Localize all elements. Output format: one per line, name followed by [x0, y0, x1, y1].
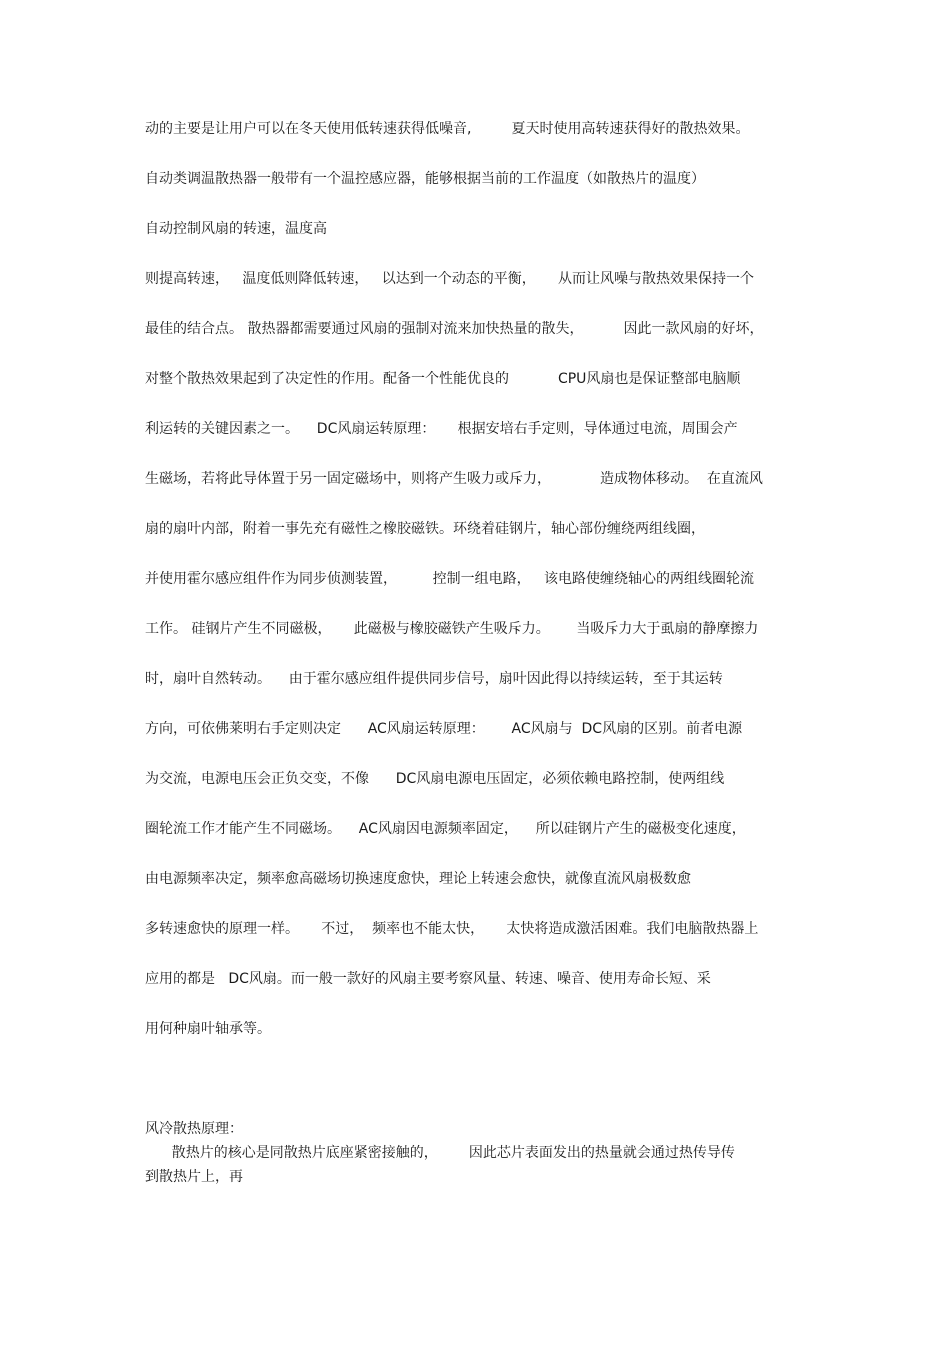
body-line: 应用的都是 DC风扇。而一般一款好的风扇主要考察风量、转速、噪音、使用寿命长短、采: [145, 971, 711, 987]
body-line: 自动类调温散热器一般带有一个温控感应器，能够根据当前的工作温度（如散热片的温度）: [145, 171, 705, 187]
body-line: 工作。 硅钢片产生不同磁极， 此磁极与橡胶磁铁产生吸斥力。 当吸斥力大于虱扇的静摩擦力: [145, 621, 759, 637]
body-line: 用何种扇叶轴承等。: [145, 1021, 271, 1037]
body-line: 自动控制风扇的转速，温度高: [145, 221, 327, 237]
body-line: 多转速愈快的原理一样。 不过， 频率也不能太快， 太快将造成激活困难。我们电脑散热器上: [145, 921, 759, 937]
body-line: 动的主要是让用户可以在冬天使用低转速获得低噪音, 夏天时使用高转速获得好的散热效果。: [145, 121, 750, 137]
body-line: 由电源频率决定，频率愈高磁场切换速度愈快，理论上转速会愈快，就像直流风扇极数愈: [145, 871, 691, 887]
body-line: 为交流，电源电压会正负交变，不像 DC风扇电源电压固定，必须依赖电路控制，使两组线: [145, 771, 725, 787]
body-line: 生磁场，若将此导体置于另一固定磁场中，则将产生吸力或斥力， 造成物体移动。 在直流风: [145, 471, 763, 487]
body-line: 扇的扇叶内部，附着一事先充有磁性之橡胶磁铁。环绕着硅钢片，轴心部份缠绕两组线圈，: [145, 521, 705, 537]
body-line: 最佳的结合点。 散热器都需要通过风扇的强制对流来加快热量的散失， 因此一款风扇的好坏，: [145, 321, 764, 337]
body-line: 对整个散热效果起到了决定性的作用。配备一个性能优良的 CPU风扇也是保证整部电脑顺: [145, 371, 741, 387]
body-line: 圈轮流工作才能产生不同磁场。 AC风扇因电源频率固定， 所以硅钢片产生的磁极变化速度，: [145, 821, 746, 837]
body-line: 则提高转速， 温度低则降低转速， 以达到一个动态的平衡， 从而让风噪与散热效果保持一个: [145, 271, 754, 287]
section-title: 风冷散热原理：: [145, 1121, 243, 1137]
body-line: 利运转的关键因素之一。 DC风扇运转原理： 根据安培右手定则，导体通过电流，周围会产: [145, 421, 738, 437]
section-line: 散热片的核心是同散热片底座紧密接触的， 因此芯片表面发出的热量就会通过热传导传: [145, 1145, 735, 1161]
body-line: 时，扇叶自然转动。 由于霍尔感应组件提供同步信号，扇叶因此得以持续运转，至于其运转: [145, 671, 723, 687]
body-line: 并使用霍尔感应组件作为同步侦测装置， 控制一组电路， 该电路使缠绕轴心的两组线圈轮流: [145, 571, 754, 587]
body-line: 方向，可依佛莱明右手定则决定 AC风扇运转原理： AC风扇与 DC风扇的区别。前者电源: [145, 721, 743, 737]
section-line: 到散热片上，再: [145, 1169, 243, 1185]
